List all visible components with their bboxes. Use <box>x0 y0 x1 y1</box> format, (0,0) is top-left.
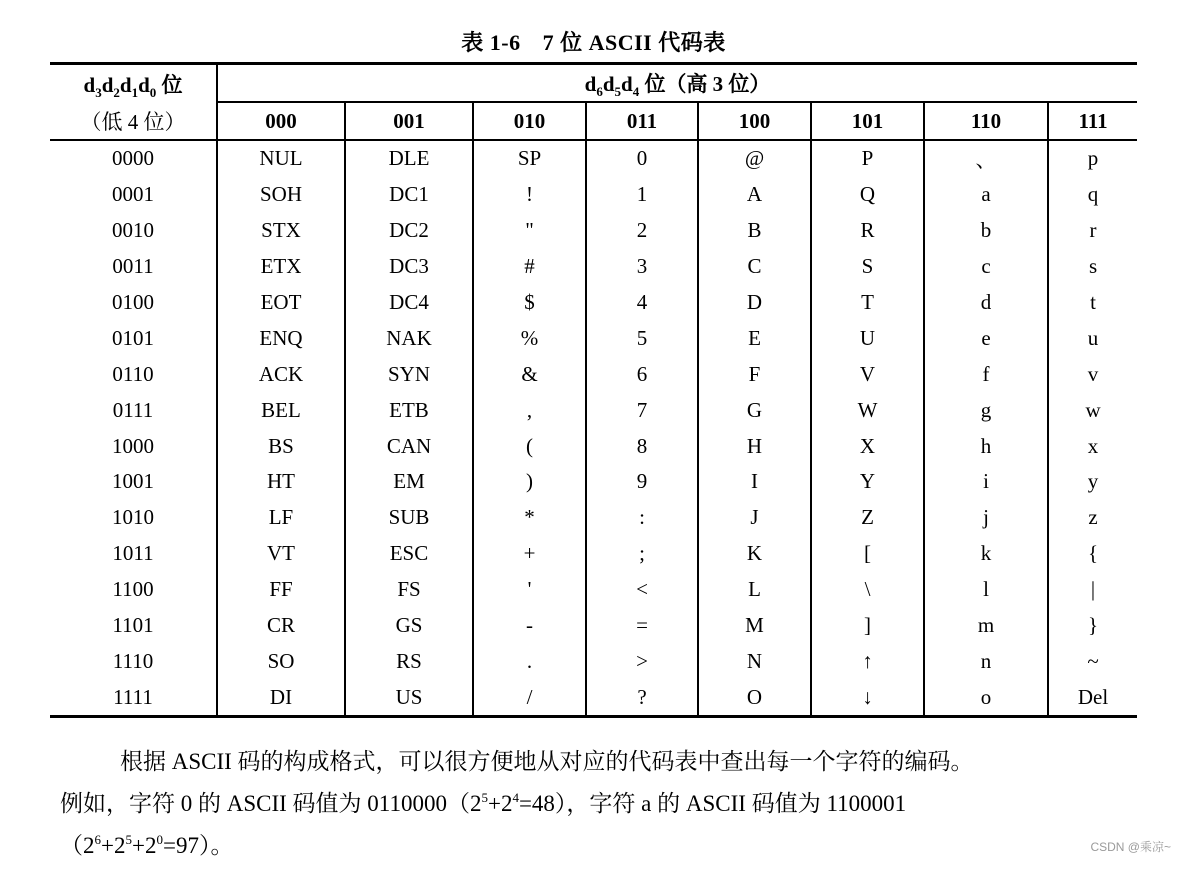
low-bits-cell: 0101 <box>112 325 154 350</box>
char-cell: F <box>698 356 811 392</box>
low-bits-cell: 0010 <box>112 218 154 243</box>
char-cell: VT <box>217 536 345 572</box>
paragraph-line-1: 根据 ASCII 码的构成格式，可以很方便地从对应的代码表中查出每一个字符的编码。 <box>120 749 974 774</box>
low-bits-cell: 0011 <box>112 254 154 279</box>
char-cell: 3 <box>586 249 698 285</box>
char-cell: DC3 <box>345 249 473 285</box>
char-cell: a <box>924 177 1048 213</box>
char-cell: q <box>1048 177 1137 213</box>
table-row <box>50 500 1137 536</box>
ascii-code-table <box>50 62 1137 718</box>
char-cell: SOH <box>217 177 345 213</box>
char-cell: c <box>924 249 1048 285</box>
char-cell: h <box>924 428 1048 464</box>
table-row <box>50 140 1137 177</box>
table-row <box>50 608 1137 644</box>
char-cell: NAK <box>345 320 473 356</box>
char-cell: B <box>698 213 811 249</box>
column-header: 111 <box>1048 102 1137 140</box>
char-cell: " <box>473 213 586 249</box>
char-cell: DC4 <box>345 285 473 321</box>
char-cell: < <box>586 572 698 608</box>
char-cell: E <box>698 320 811 356</box>
column-header: 101 <box>811 102 924 140</box>
low-bits-cell: 1011 <box>112 541 154 566</box>
char-cell: ↑ <box>811 643 924 679</box>
low-bits-cell: 1111 <box>50 679 217 716</box>
char-cell: LF <box>217 500 345 536</box>
char-cell: SYN <box>345 356 473 392</box>
char-cell: & <box>473 356 586 392</box>
char-cell: , <box>473 392 586 428</box>
char-cell: i <box>924 464 1048 500</box>
char-cell: % <box>473 320 586 356</box>
char-cell: v <box>1048 356 1137 392</box>
char-cell: ENQ <box>217 320 345 356</box>
table-row <box>50 679 1137 716</box>
char-cell: k <box>924 536 1048 572</box>
char-cell: X <box>811 428 924 464</box>
table-row <box>50 536 1137 572</box>
char-cell: ' <box>473 572 586 608</box>
char-cell: 、 <box>924 140 1048 177</box>
char-cell: S <box>811 249 924 285</box>
char-cell: n <box>924 643 1048 679</box>
table-row <box>50 643 1137 679</box>
char-cell: \ <box>811 572 924 608</box>
table-row <box>50 392 1137 428</box>
char-cell: J <box>698 500 811 536</box>
char-cell: | <box>1048 572 1137 608</box>
char-cell: x <box>1048 428 1137 464</box>
table-row <box>50 464 1137 500</box>
char-cell: G <box>698 392 811 428</box>
char-cell: f <box>924 356 1048 392</box>
column-header: 110 <box>924 102 1048 140</box>
char-cell: DC1 <box>345 177 473 213</box>
char-cell: / <box>473 679 586 716</box>
char-cell: 1 <box>586 177 698 213</box>
char-cell: $ <box>473 285 586 321</box>
char-cell: [ <box>811 536 924 572</box>
char-cell: y <box>1048 464 1137 500</box>
char-cell: US <box>345 679 473 716</box>
char-cell: EM <box>345 464 473 500</box>
char-cell: ? <box>586 679 698 716</box>
char-cell: ACK <box>217 356 345 392</box>
char-cell: V <box>811 356 924 392</box>
table-row <box>50 428 1137 464</box>
char-cell: STX <box>217 213 345 249</box>
char-cell: ! <box>473 177 586 213</box>
low-bits-cell: 1010 <box>112 505 154 530</box>
char-cell: 4 <box>586 285 698 321</box>
char-cell: t <box>1048 285 1137 321</box>
column-header: 010 <box>473 102 586 140</box>
char-cell: CR <box>217 608 345 644</box>
char-cell: BS <box>217 428 345 464</box>
char-cell: ] <box>811 608 924 644</box>
low-bits-note: （低 4 位） <box>50 102 217 140</box>
char-cell: DLE <box>345 140 473 177</box>
table-row <box>50 356 1137 392</box>
char-cell: j <box>924 500 1048 536</box>
low-bits-cell: 0001 <box>112 182 154 207</box>
char-cell: Y <box>811 464 924 500</box>
low-bits-cell: 0111 <box>112 397 154 422</box>
char-cell: DC2 <box>345 213 473 249</box>
char-cell: BEL <box>217 392 345 428</box>
char-cell: R <box>811 213 924 249</box>
char-cell: 2 <box>586 213 698 249</box>
char-cell: ↓ <box>811 679 924 716</box>
paragraph-line-2: 例如，字符 0 的 ASCII 码值为 $0110000(2^5+2^4=48)$，字符 a 的 ASCII 码值为 1100001 <box>60 790 907 816</box>
table-caption <box>0 26 1187 57</box>
column-header: 000 <box>217 102 345 140</box>
char-cell: O <box>698 679 811 716</box>
char-cell: ETB <box>345 392 473 428</box>
char-cell: > <box>586 643 698 679</box>
paragraph-line-3: $(2^6+2^5+2^0=97)$。 <box>60 832 234 858</box>
table-row <box>50 249 1137 285</box>
column-header: 100 <box>698 102 811 140</box>
char-cell: = <box>586 608 698 644</box>
low-bits-header: $d_3d_2d_1d_0$ 位 <box>50 64 217 103</box>
char-cell: 5 <box>586 320 698 356</box>
char-cell: 0 <box>586 140 698 177</box>
table-row <box>50 572 1137 608</box>
char-cell: SO <box>217 643 345 679</box>
table-row <box>50 285 1137 321</box>
char-cell: z <box>1048 500 1137 536</box>
char-cell: W <box>811 392 924 428</box>
table-row <box>50 320 1137 356</box>
char-cell: Z <box>811 500 924 536</box>
char-cell: - <box>473 608 586 644</box>
low-bits-cell: 0100 <box>112 290 154 314</box>
char-cell: CAN <box>345 428 473 464</box>
low-bits-cell: 0000 <box>112 146 154 171</box>
low-bits-cell: 1000 <box>112 433 154 458</box>
char-cell: K <box>698 536 811 572</box>
char-cell: u <box>1048 320 1137 356</box>
char-cell: d <box>924 285 1048 321</box>
char-cell: } <box>1048 608 1137 644</box>
char-cell: Q <box>811 177 924 213</box>
table-number: 表 1-6 <box>461 30 521 55</box>
char-cell: DI <box>217 679 345 716</box>
table-title: 7 位 ASCII 代码表 <box>542 30 726 55</box>
char-cell: # <box>473 249 586 285</box>
char-cell: * <box>473 500 586 536</box>
char-cell: 9 <box>586 464 698 500</box>
char-cell: . <box>473 643 586 679</box>
char-cell: FS <box>345 572 473 608</box>
high-bits-header: $d_6d_5d_4$ 位（高 3 位） <box>217 64 1137 103</box>
char-cell: g <box>924 392 1048 428</box>
char-cell: + <box>473 536 586 572</box>
char-cell: ( <box>473 428 586 464</box>
char-cell: : <box>586 500 698 536</box>
char-cell: ; <box>586 536 698 572</box>
char-cell: SUB <box>345 500 473 536</box>
char-cell: I <box>698 464 811 500</box>
char-cell: FF <box>217 572 345 608</box>
char-cell: HT <box>217 464 345 500</box>
char-cell: 6 <box>586 356 698 392</box>
char-cell: r <box>1048 213 1137 249</box>
low-bits-cell: 1100 <box>112 577 154 602</box>
char-cell: @ <box>698 140 811 177</box>
char-cell: e <box>924 320 1048 356</box>
char-cell: T <box>811 285 924 321</box>
low-bits-cell: 1101 <box>112 613 154 638</box>
char-cell: RS <box>345 643 473 679</box>
char-cell: GS <box>345 608 473 644</box>
char-cell: H <box>698 428 811 464</box>
char-cell: A <box>698 177 811 213</box>
char-cell: w <box>1048 392 1137 428</box>
char-cell: l <box>924 572 1048 608</box>
char-cell: N <box>698 643 811 679</box>
char-cell: 8 <box>586 428 698 464</box>
char-cell: b <box>924 213 1048 249</box>
char-cell: M <box>698 608 811 644</box>
char-cell: L <box>698 572 811 608</box>
char-cell: ~ <box>1048 643 1137 679</box>
char-cell: s <box>1048 249 1137 285</box>
char-cell: ETX <box>217 249 345 285</box>
char-cell: { <box>1048 536 1137 572</box>
table-row <box>50 213 1137 249</box>
char-cell: C <box>698 249 811 285</box>
char-cell: Del <box>1048 679 1137 716</box>
char-cell: ESC <box>345 536 473 572</box>
low-bits-cell: 0110 <box>112 361 154 386</box>
char-cell: EOT <box>217 285 345 321</box>
explanation-paragraph <box>60 741 1130 867</box>
char-cell: NUL <box>217 140 345 177</box>
char-cell: ) <box>473 464 586 500</box>
watermark: CSDN @乘凉~ <box>1090 840 1171 854</box>
char-cell: SP <box>473 140 586 177</box>
char-cell: P <box>811 140 924 177</box>
table-row <box>50 177 1137 213</box>
char-cell: 7 <box>586 392 698 428</box>
low-bits-cell: 1001 <box>112 469 154 494</box>
char-cell: o <box>924 679 1048 716</box>
column-header: 001 <box>345 102 473 140</box>
low-bits-cell: 1110 <box>112 648 154 673</box>
char-cell: U <box>811 320 924 356</box>
column-header: 011 <box>586 102 698 140</box>
char-cell: D <box>698 285 811 321</box>
char-cell: m <box>924 608 1048 644</box>
char-cell: p <box>1048 140 1137 177</box>
